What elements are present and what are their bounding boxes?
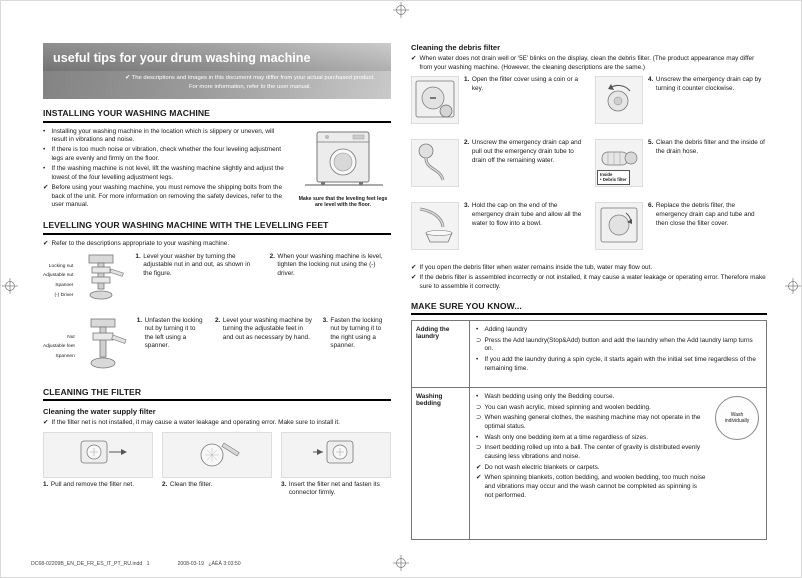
filter-insert-illustration (281, 432, 391, 478)
debris-warning-2 (411, 274, 767, 291)
item-text: If you add the laundry during a spin cycle, it starts again with the initial set time regardless of the remaining time. (484, 356, 756, 372)
heading-levelling: LEVELLING YOUR WASHING MACHINE WITH THE LEVELLING FEET (43, 220, 391, 235)
step-number: 1. (136, 316, 143, 324)
table-item (476, 414, 706, 431)
item-text: Adding laundry (484, 326, 528, 334)
crop-mark-right-icon (785, 278, 801, 294)
water-filter-step-text (43, 481, 153, 490)
step-number: 1. (135, 252, 141, 260)
item-marker: ⊃ (476, 414, 482, 422)
wash-individually-badge: Wash individually (715, 396, 759, 440)
debris-step-text (648, 139, 767, 195)
step-text: Insert the filter net and fasten its connector firmly. (288, 480, 380, 497)
heading-make-sure: MAKE SURE YOU KNOW... (411, 301, 767, 316)
crop-mark-top-icon (393, 2, 409, 18)
step-text: Replace the debris filter, the emergency drain cap and tube and then close the filter cover. (655, 202, 755, 227)
filter-cover-close-illustration (595, 202, 643, 250)
make-sure-table (411, 320, 767, 540)
table-item (476, 356, 760, 373)
subheading-water-supply-filter: Cleaning the water supply filter (43, 407, 156, 417)
step-number: 6. (648, 202, 654, 210)
step-number: 2. (214, 316, 221, 324)
installing-bullet (43, 165, 287, 182)
check-icon: ✔ (43, 239, 49, 247)
banner-note: ✔ The descriptions and images in this document may differ from your actual purchased product. For more information, refer to the user manual. (125, 75, 375, 90)
crop-mark-left-icon (2, 278, 18, 294)
debris-step-text (648, 202, 767, 258)
footer-timestamp: 2008-03-19 ¿ÀÈÄ 3:03:50 (177, 561, 241, 567)
drain-cap-unscrew-illustration (595, 76, 643, 124)
debris-step-text (648, 76, 767, 132)
left-column (43, 43, 391, 498)
row-label: Adding the laundry (412, 321, 470, 387)
debris-note (411, 55, 767, 72)
step-number: 5. (648, 139, 654, 147)
step-text: Fasten the locking nut by turning it to the right using a spanner. (330, 316, 383, 350)
step-number: 4. (648, 76, 654, 84)
step-number: 1. (464, 76, 470, 84)
item-text: Insert bedding rolled up into a ball. The center of gravity is distributed evenly causing less vibrations and noise. (484, 444, 701, 461)
bullet-icon: • (43, 127, 46, 135)
item-text: Wash only one bedding item at a time regardless of sizes. (484, 433, 649, 441)
step-number: 2. (464, 139, 470, 147)
check-icon: ✔ (411, 264, 417, 272)
drain-tube-illustration (411, 139, 459, 187)
heading-installing: INSTALLING YOUR WASHING MACHINE (43, 108, 391, 123)
item-marker: • (476, 356, 479, 364)
check-icon: ✔ (43, 183, 49, 191)
item-marker: ⊃ (476, 403, 482, 411)
step-text: Unscrew the emergency drain cap by turning it counter clockwise. (655, 76, 762, 92)
debris-step-text (464, 139, 583, 195)
debris-step-text (464, 202, 583, 258)
step-text: Unfasten the locking nut by turning it to the left using a spanner. (144, 316, 203, 350)
right-column (411, 37, 767, 540)
debris-step-6 (595, 202, 767, 258)
crop-mark-bottom-icon (393, 555, 409, 571)
table-row-washing-bedding (412, 387, 766, 539)
levelling-step (215, 317, 314, 352)
levelling-diagram-2-row (43, 317, 391, 378)
table-item (476, 474, 706, 500)
water-filter-steps (43, 432, 391, 498)
diagram-label: Adjustable nut (43, 273, 74, 279)
item-text: Press the Add laundry(Stop&Add) button and add the laundry when the Add laundry lamp turns on. (484, 336, 753, 353)
debris-step-1 (411, 76, 583, 132)
page-title: useful tips for your drum washing machine (43, 43, 391, 71)
step-text: Hold the cap on the end of the emergency drain tube and allow all the water to flow into a bowl. (471, 202, 582, 227)
washer-caption: Make sure that the leveling feet legs are level with the floor. (298, 195, 388, 209)
inset-line-2: • Debris filter (600, 177, 627, 183)
check-icon: ✔ (411, 55, 417, 62)
item-marker: • (476, 393, 479, 401)
washer-figure (295, 128, 391, 212)
levelling-step (270, 253, 391, 279)
debris-step-3 (411, 202, 583, 258)
debris-step-5 (595, 139, 767, 195)
item-marker: ✔ (476, 463, 482, 471)
heading-cleaning-filter: CLEANING THE FILTER (43, 387, 391, 402)
table-item (476, 404, 706, 413)
table-item (476, 444, 706, 461)
installing-bullet-text: Installing your washing machine in the location which is slippery or uneven, will result in vibrations and noise. (51, 127, 275, 144)
levelling-note (43, 240, 391, 249)
debris-warning-text: If you open the debris filter when water remains inside the tub, water may flow out. (419, 264, 653, 272)
step-number: 3. (464, 202, 470, 210)
step-text: Clean the filter. (169, 480, 213, 488)
levelling-diagram-1-row (43, 253, 391, 310)
bullet-icon: • (43, 165, 46, 173)
water-filter-step (162, 432, 272, 498)
diagram-label: Spannen (55, 353, 75, 359)
table-item (476, 393, 706, 402)
item-text: When spinning blankets, cotton bedding, and woolen bedding, too much noise and vibrations may occur and the wash cannot be completed as spinning is not performed. (484, 474, 706, 499)
table-item (476, 326, 760, 335)
drain-bowl-illustration (411, 202, 459, 250)
step-number: 3. (281, 480, 287, 488)
item-marker: ✔ (476, 474, 482, 482)
installing-section (43, 128, 391, 212)
step-text: Unscrew the emergency drain cap and pull out the emergency drain tube to drain off the remaining water. (471, 139, 582, 164)
debris-filter-clean-illustration (595, 139, 643, 187)
footer-filename: DC68-02209B_EN_DE_FR_ES_IT_PT_RU.indd 1 (31, 561, 150, 567)
levelling-step (323, 317, 391, 352)
diagram-label: (-) Driver (54, 292, 74, 298)
debris-warning-1 (411, 264, 767, 273)
debris-steps-grid (411, 76, 767, 258)
step-text: Open the filter cover using a coin or a key. (471, 76, 579, 92)
table-item (476, 434, 706, 443)
water-filter-step (43, 432, 153, 498)
water-filter-note-text: If the filter net is not installed, it may cause a water leakage and operating error. Make sure to install it. (51, 419, 340, 427)
levelling-leg-illustration (75, 253, 127, 310)
print-footer (31, 561, 241, 567)
water-filter-step (281, 432, 391, 498)
levelling-step (137, 317, 206, 352)
item-text: Do not wash electric blankets or carpets. (484, 463, 600, 471)
water-filter-step-text (281, 481, 391, 498)
filter-clean-illustration (162, 432, 272, 478)
item-text: Wash bedding using only the Bedding course. (484, 393, 615, 401)
item-marker: • (476, 326, 479, 334)
debris-step-2 (411, 139, 583, 195)
check-icon: ✔ (43, 419, 49, 427)
step-text: Pull and remove the filter net. (50, 480, 134, 488)
step-text: Clean the debris filter and the inside of the drain hose. (655, 139, 765, 155)
installing-bullet (43, 128, 287, 145)
washer-illustration (297, 177, 389, 194)
diagram-label: Adjustable feet (43, 344, 75, 350)
check-icon: ✔ (411, 274, 417, 282)
step-number: 1. (43, 480, 49, 488)
levelling-diagram-2 (43, 317, 129, 378)
diagram-label: Nut (67, 334, 75, 340)
filter-cover-coin-illustration (411, 76, 459, 124)
debris-inset-label (597, 170, 630, 186)
step-text: Level your washer by turning the adjustable nut in and out, as shown in the figure. (143, 252, 251, 277)
diagram-label: Locking nut (48, 263, 74, 269)
heading-debris-filter: Cleaning the debris filter (411, 43, 501, 52)
row-label: Washing bedding (412, 388, 470, 539)
step-number: 2. (162, 480, 168, 488)
page-banner (43, 43, 391, 99)
item-text: When washing general clothes, the washing machine may not operate in the optimal status. (484, 414, 701, 431)
item-marker: • (476, 433, 479, 441)
item-marker: ⊃ (476, 336, 482, 344)
table-row-adding-laundry (412, 321, 766, 387)
debris-step-text (464, 76, 583, 132)
installing-bullet-text: If there is too much noise or vibration, check whether the four leveling adjustment legs are evenly and firmly on the floor. (51, 146, 281, 163)
inset-line-1: Inside (600, 171, 613, 177)
installing-bullet (43, 146, 287, 163)
step-text: When your washing machine is level, tighten the locking nut using the (-) driver. (277, 252, 383, 277)
levelling-step (135, 253, 260, 279)
levelling-foot-illustration (77, 317, 129, 378)
diagram-label: Spanner (55, 283, 74, 289)
filter-pull-illustration (43, 432, 153, 478)
levelling-note-text: Refer to the descriptions appropriate to your washing machine. (51, 239, 230, 247)
debris-step-4 (595, 76, 767, 132)
water-filter-note (43, 419, 391, 428)
step-text: Level your washing machine by turning the adjustable feet in and out as necessary by hand. (222, 316, 312, 341)
levelling-diagram-1 (43, 253, 127, 310)
item-marker: ⊃ (476, 444, 482, 452)
bullet-icon: • (43, 146, 46, 154)
table-item (476, 337, 760, 354)
installing-note-text: Before using your washing machine, you must remove the shipping bolts from the back of the unit. For more information on removing the safety devices, refer to the user manual. (51, 183, 283, 209)
debris-warning-text: If the debris filter is assembled incorrectly or not installed, it may cause a water leakage or operating error. Therefore make sure to assemble it correctly. (419, 274, 766, 291)
step-number: 3. (322, 316, 328, 324)
step-number: 2. (269, 252, 275, 260)
water-filter-step-text (162, 481, 272, 490)
item-text: You can wash acrylic, mixed spinning and woolen bedding. (484, 403, 651, 411)
debris-note-text: When water does not drain well or '5E' blinks on the display, clean the debris filter. (The product appearance may differ from your washing machine. (However, the cleaning descriptions are the same.) (419, 55, 755, 71)
installing-bullet-text: If the washing machine is not level, lift the washing machine slightly and adjust the lowest of the four levelling adjustment legs. (51, 165, 284, 181)
table-item (476, 464, 706, 473)
installing-note (43, 184, 287, 210)
